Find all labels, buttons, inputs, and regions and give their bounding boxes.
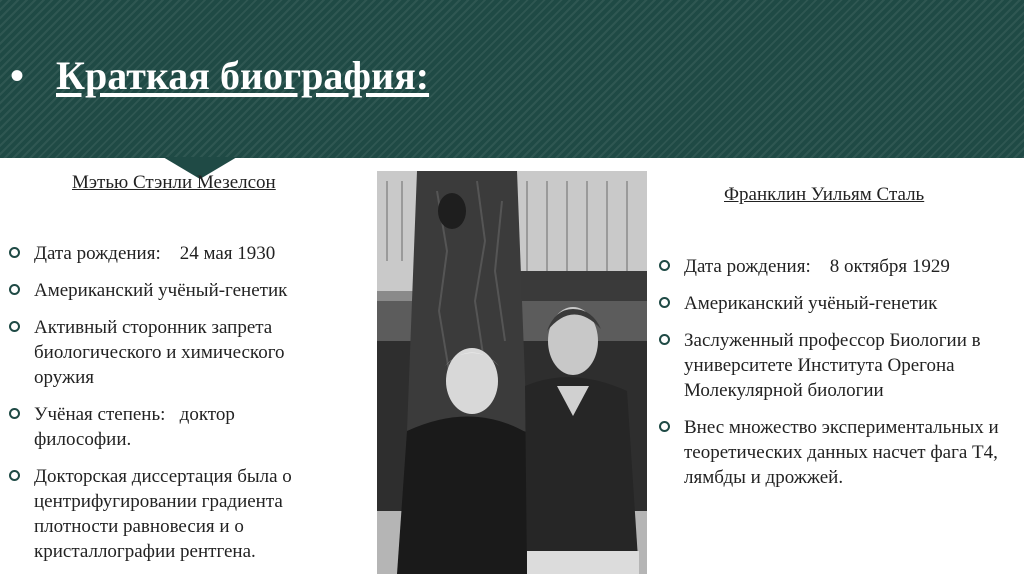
fact-text: Американский учёный-генетик xyxy=(34,280,288,301)
left-person-name: Мэтью Стэнли Мезелсон xyxy=(72,172,276,193)
list-item xyxy=(6,315,336,390)
bullet-icon xyxy=(9,321,20,332)
photo-meselson-stahl xyxy=(377,171,647,574)
list-item xyxy=(6,402,336,452)
bullet-icon xyxy=(9,247,20,258)
bullet-icon xyxy=(659,297,670,308)
photo-illustration xyxy=(377,171,647,574)
bullet-icon xyxy=(659,421,670,432)
list-item xyxy=(656,254,1016,279)
list-item xyxy=(6,464,336,564)
left-facts-list xyxy=(6,241,336,576)
bullet-icon xyxy=(9,470,20,481)
fact-text: Активный сторонник запрета биологического и химического оружия xyxy=(34,317,285,388)
list-item xyxy=(656,328,1016,403)
list-item xyxy=(6,278,336,303)
list-item xyxy=(6,241,336,266)
fact-text: Докторская диссертация была о центрифугировании градиента плотности равновесия и о кристаллографии рентгена. xyxy=(34,466,292,562)
fact-text: Американский учёный-генетик xyxy=(684,293,938,314)
fact-text: Дата рождения: 24 мая 1930 xyxy=(34,243,276,264)
slide-title: Краткая биография: xyxy=(56,53,430,98)
list-item xyxy=(656,415,1016,490)
fact-text: Заслуженный профессор Биологии в университете Института Орегона Молекулярной биологии xyxy=(684,330,981,401)
right-facts-list xyxy=(656,254,1016,502)
fact-text: Учёная степень: доктор философии. xyxy=(34,404,240,450)
bullet-icon xyxy=(659,260,670,271)
fact-text: Внес множество экспериментальных и теоретических данных насчет фага Т4, лямбды и дрожжей. xyxy=(684,417,999,488)
bullet-icon xyxy=(659,334,670,345)
fact-text: Дата рождения: 8 октября 1929 xyxy=(684,256,950,277)
list-item xyxy=(656,291,1016,316)
bullet-icon xyxy=(9,408,20,419)
title-bullet: • xyxy=(10,53,25,98)
bullet-icon xyxy=(9,284,20,295)
right-person-name: Франклин Уильям Сталь xyxy=(724,184,925,205)
